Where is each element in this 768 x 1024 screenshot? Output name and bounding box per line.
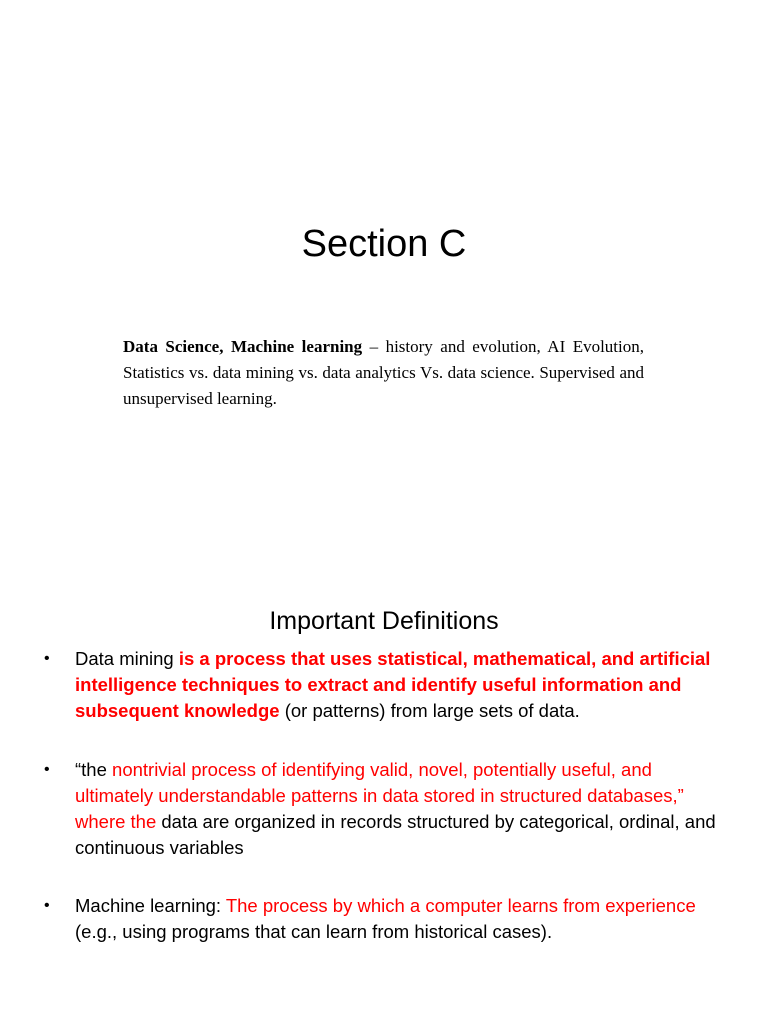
definition-tail: (or patterns) from large sets of data. [279,700,580,721]
definition-text [75,893,725,945]
slide-important-definitions [0,512,768,1024]
syllabus-text: – history and evolution, AI Evolution, Statistics vs. data mining vs. data analytics Vs. data science. Supervised and unsupervised learning. [123,337,645,408]
definitions-title: Important Definitions [269,607,499,635]
definition-term: Data mining [75,648,179,669]
definition-tail: (e.g., using programs that can learn from historical cases). [75,921,553,942]
definition-highlight: The process by which a computer learns from experience [225,895,696,916]
definition-term: Machine learning: [75,895,226,916]
bullet-icon: • [44,897,50,914]
definition-term: “the [75,759,113,780]
definition-highlight: nontrivial process of identifying valid, novel, potentially useful, and ultimately understandable patterns in data stored in structured databases,” where the [75,759,684,832]
bullet-icon: • [44,761,50,778]
definition-highlight: is a process that uses statistical, mathematical, and artificial intelligence techniques to extract and identify useful information and subsequent knowledge [75,648,711,721]
syllabus-paragraph [123,334,644,412]
definition-tail: data are organized in records structured by categorical, ordinal, and continuous variables [75,811,716,858]
definition-text [75,757,725,861]
definition-text [75,646,725,724]
syllabus-bold-lead: Data Science, Machine learning [123,337,363,356]
section-title: Section C [301,223,467,265]
bullet-icon: • [44,650,50,667]
